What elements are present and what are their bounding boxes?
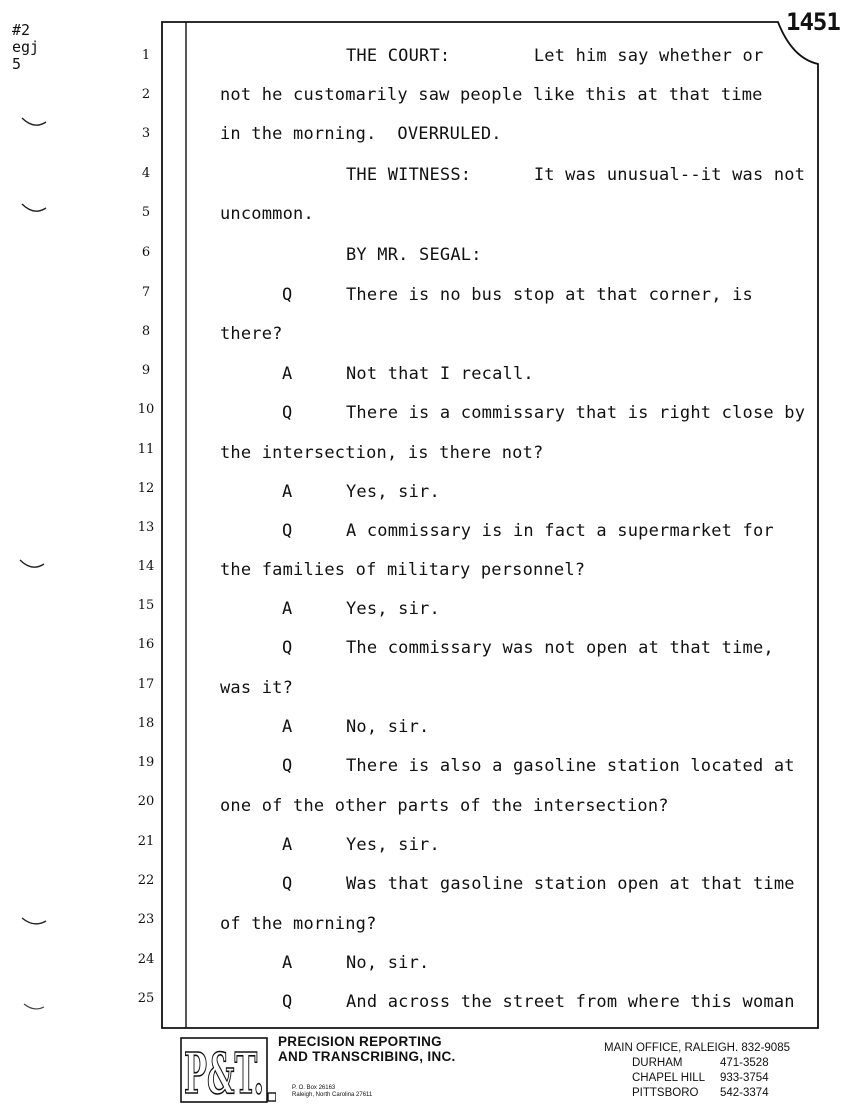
qa-marker: Q	[282, 403, 293, 423]
transcript-line: the families of military personnel?	[220, 560, 586, 580]
company-logo	[180, 1037, 276, 1103]
transcript-line: uncommon.	[220, 204, 314, 224]
qa-marker: A	[282, 717, 293, 737]
transcript-line: there?	[220, 324, 283, 344]
office-phone: 542-3374	[720, 1087, 769, 1099]
line-number: 19	[137, 755, 155, 770]
line-number: 12	[137, 481, 155, 496]
page-number: 1451	[786, 8, 840, 36]
line-number: 9	[141, 363, 151, 378]
margin-note: egj	[12, 38, 40, 56]
transcript-line: Yes, sir.	[346, 599, 440, 619]
line-number: 17	[137, 677, 155, 692]
line-number: 2	[141, 87, 151, 102]
office-phone: 933-3754	[720, 1072, 769, 1084]
qa-marker: Q	[282, 992, 293, 1012]
qa-marker: A	[282, 599, 293, 619]
transcript-line: of the morning?	[220, 914, 377, 934]
address-line: P. O. Box 26163	[292, 1085, 336, 1091]
transcript-line: There is a commissary that is right close by	[346, 403, 806, 423]
line-number: 18	[137, 716, 155, 731]
transcript-line: one of the other parts of the intersection?	[220, 796, 669, 816]
office-phone: 471-3528	[720, 1057, 769, 1069]
transcript-line: There is also a gasoline station located at	[346, 756, 795, 776]
transcript-line: THE WITNESS: It was unusual--it was not	[346, 165, 806, 185]
transcript-line: A commissary is in fact a supermarket for	[346, 521, 774, 541]
transcript-line: No, sir.	[346, 717, 430, 737]
line-number: 22	[137, 873, 155, 888]
line-number: 11	[137, 442, 155, 457]
transcript-line: The commissary was not open at that time,	[346, 638, 774, 658]
line-number: 24	[137, 952, 155, 967]
qa-marker: A	[282, 835, 293, 855]
line-number: 7	[141, 285, 151, 300]
transcript-line: No, sir.	[346, 953, 430, 973]
line-number: 20	[137, 794, 155, 809]
transcript-line: was it?	[220, 678, 294, 698]
line-number: 15	[137, 598, 155, 613]
qa-marker: Q	[282, 756, 293, 776]
office-chapel-hill	[604, 1071, 790, 1086]
line-number: 10	[137, 402, 155, 417]
line-number: 6	[141, 245, 151, 260]
line-number: 14	[137, 559, 155, 574]
transcript-line: in the morning. OVERRULED.	[220, 124, 502, 144]
transcript-line: Yes, sir.	[346, 482, 440, 502]
line-number: 16	[137, 637, 155, 652]
transcript-line: There is no bus stop at that corner, is	[346, 285, 753, 305]
transcript-line: Not that I recall.	[346, 364, 534, 384]
line-number: 21	[137, 834, 155, 849]
qa-marker: Q	[282, 285, 293, 305]
transcript-line: not he customarily saw people like this at that time	[220, 85, 763, 105]
address-line: Raleigh, North Carolina 27611	[292, 1092, 373, 1098]
firm-name	[278, 1034, 456, 1064]
qa-marker: A	[282, 953, 293, 973]
line-number: 8	[141, 324, 151, 339]
transcript-line: Yes, sir.	[346, 835, 440, 855]
line-number: 25	[137, 991, 155, 1006]
line-number: 23	[137, 912, 155, 927]
office-name: DURHAM	[632, 1057, 683, 1069]
office-name: CHAPEL HILL	[632, 1072, 706, 1084]
office-name: PITTSBORO	[632, 1087, 699, 1099]
office-name: MAIN OFFICE, RALEIGH	[604, 1042, 735, 1054]
margin-note: 5	[12, 55, 22, 73]
margin-note: #2	[12, 21, 31, 39]
line-number: 5	[141, 205, 151, 220]
line-number: 1	[141, 48, 151, 63]
line-number: 4	[141, 166, 151, 181]
qa-marker: Q	[282, 638, 293, 658]
office-phone-list	[604, 1041, 790, 1101]
qa-marker: A	[282, 364, 293, 384]
office-pittsboro	[604, 1086, 790, 1101]
transcript-line: BY MR. SEGAL:	[346, 245, 482, 265]
line-number: 13	[137, 520, 155, 535]
office-main: MAIN OFFICE, RALEIGH. 832-9085	[604, 1042, 790, 1054]
transcript-line: And across the street from where this woman	[346, 992, 795, 1012]
firm-name-line: PRECISION REPORTING	[278, 1034, 442, 1049]
qa-marker: Q	[282, 521, 293, 541]
office-durham	[604, 1056, 790, 1071]
line-number: 3	[141, 126, 151, 141]
logo-lettering: P&T.	[184, 1041, 264, 1103]
qa-marker: Q	[282, 874, 293, 894]
qa-marker: A	[282, 482, 293, 502]
firm-name-line: AND TRANSCRIBING, INC.	[278, 1049, 456, 1064]
office-phone: 832-9085	[741, 1042, 790, 1054]
transcript-line: Was that gasoline station open at that time	[346, 874, 795, 894]
transcript-line: the intersection, is there not?	[220, 443, 544, 463]
firm-address	[292, 1085, 372, 1099]
transcript-line: THE COURT: Let him say whether or	[346, 46, 764, 66]
